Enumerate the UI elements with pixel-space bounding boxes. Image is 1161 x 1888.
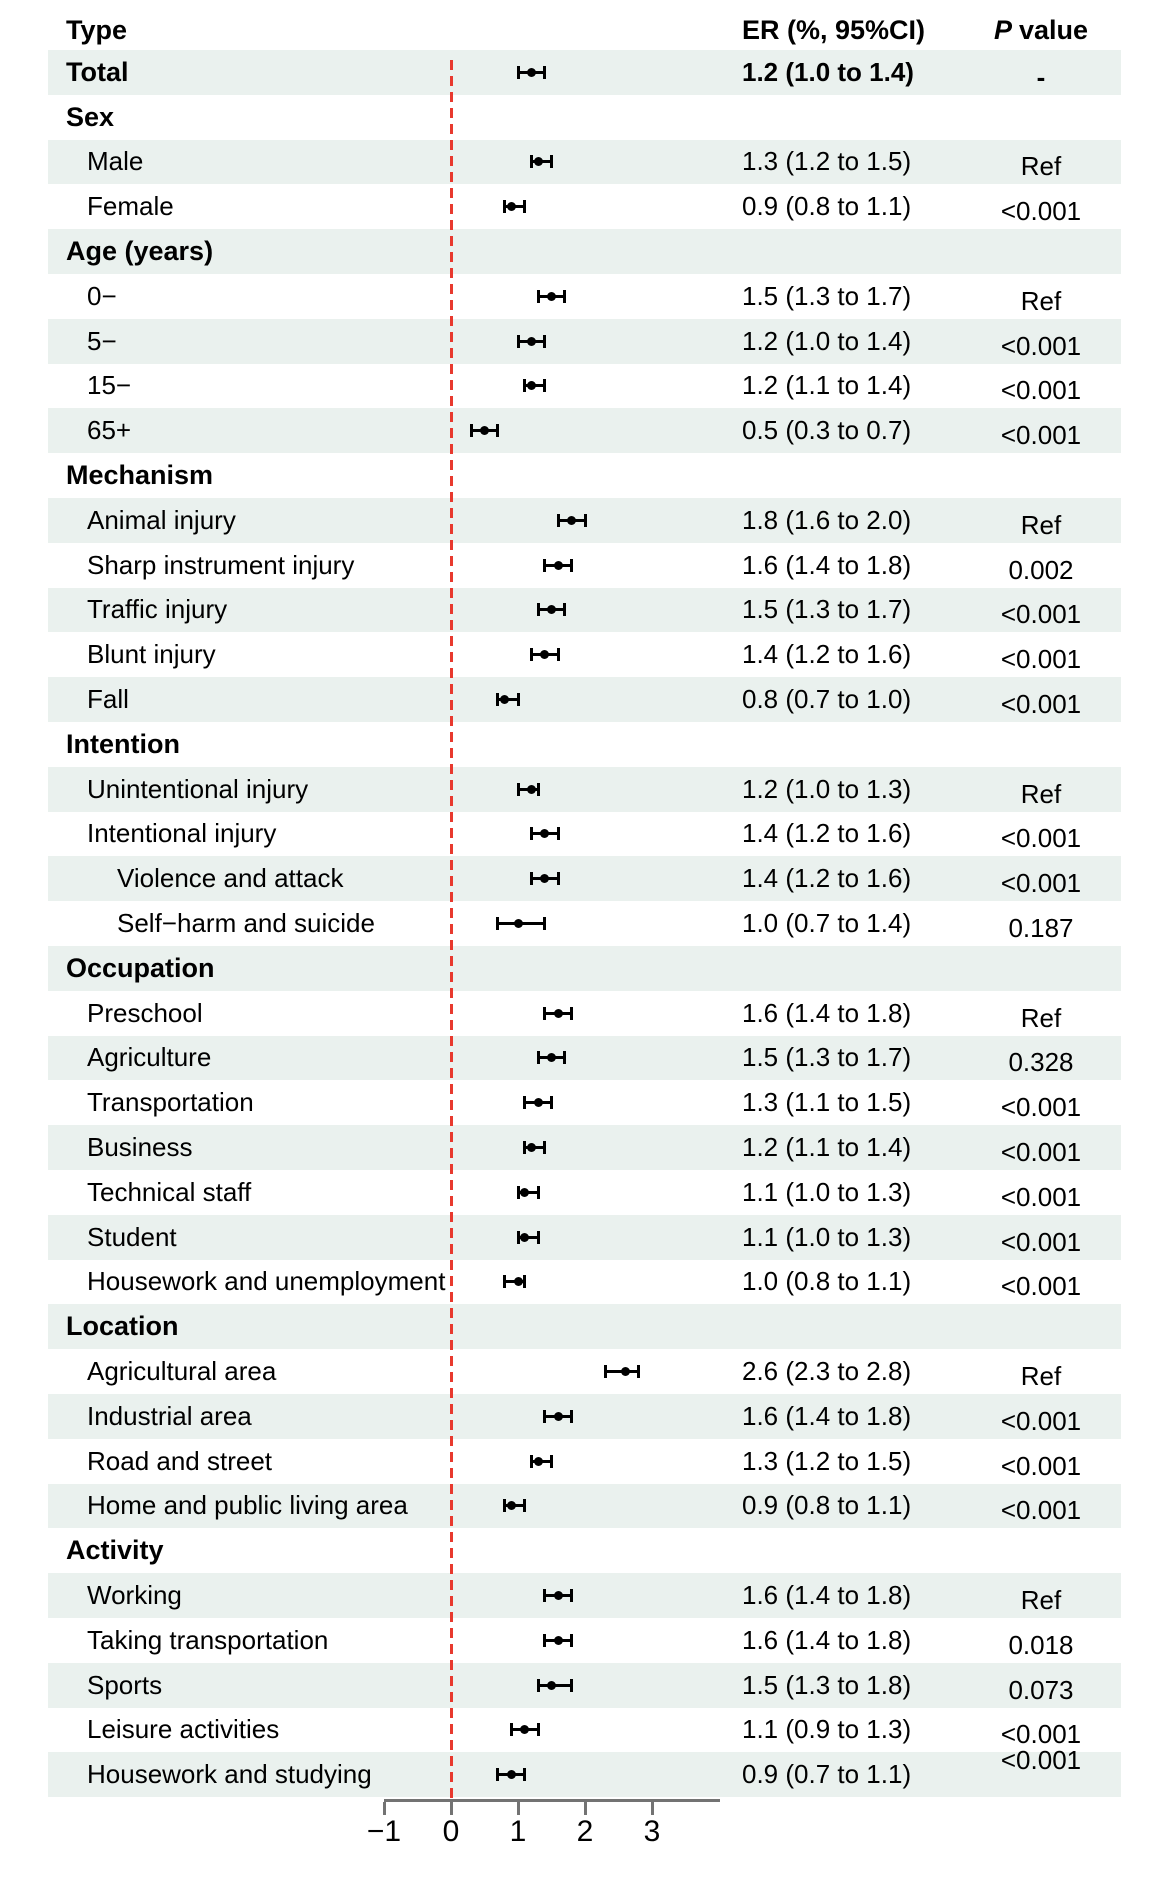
ci-cap-left — [604, 1365, 607, 1378]
p-value: <0.001 — [1000, 689, 1082, 720]
er-value: 1.5 (1.3 to 1.7) — [742, 280, 912, 311]
ci-cap-left — [496, 1768, 499, 1781]
ci-cap-left — [517, 66, 520, 79]
forest-row — [0, 229, 1161, 274]
x-axis-tick-label: 2 — [576, 1815, 594, 1848]
row-label: Industrial area — [87, 1400, 252, 1431]
p-value: Ref — [1020, 509, 1062, 540]
row-label: Intention — [66, 728, 180, 759]
ci-cap-right — [537, 783, 540, 796]
x-axis-tick — [651, 1802, 654, 1815]
er-value: 1.2 (1.0 to 1.4) — [742, 325, 912, 356]
ci-cap-left — [517, 783, 520, 796]
p-value: <0.001 — [1000, 1719, 1082, 1750]
ci-cap-right — [543, 379, 546, 392]
point-estimate — [554, 1591, 563, 1600]
ci-cap-left — [543, 559, 546, 572]
forest-row — [0, 140, 1161, 185]
p-value: - — [1036, 61, 1046, 92]
p-rest: value — [1018, 15, 1089, 45]
er-value: 1.1 (1.0 to 1.3) — [742, 1176, 912, 1207]
x-axis-tick-label: 3 — [643, 1815, 661, 1848]
ci-cap-left — [517, 1231, 520, 1244]
ci-cap-right — [563, 603, 566, 616]
forest-row — [0, 1573, 1161, 1618]
row-label: Sharp instrument injury — [87, 549, 355, 580]
ci-cap-right — [550, 1455, 553, 1468]
ci-cap-left — [517, 1186, 520, 1199]
row-label: Business — [87, 1132, 193, 1163]
ci-cap-left — [503, 1499, 506, 1512]
row-label: Activity — [66, 1535, 164, 1566]
p-value: Ref — [1020, 285, 1062, 316]
ci-cap-right — [537, 1186, 540, 1199]
column-header-er: ER (%, 95%CI) — [742, 15, 926, 45]
p-value: <0.001 — [1000, 599, 1082, 630]
forest-row — [0, 1745, 1161, 1797]
ci-cap-left — [543, 1589, 546, 1602]
forest-row — [0, 812, 1161, 857]
row-label: Taking transportation — [87, 1624, 329, 1655]
forest-row — [0, 319, 1161, 364]
p-value: <0.001 — [1000, 375, 1082, 406]
point-estimate — [534, 1457, 543, 1466]
p-value: <0.001 — [1000, 823, 1082, 854]
p-value: Ref — [1020, 1585, 1062, 1616]
er-value: 1.2 (1.1 to 1.4) — [742, 370, 912, 401]
row-label: Unintentional injury — [87, 773, 309, 804]
p-value: <0.001 — [1000, 1495, 1082, 1526]
point-estimate — [554, 1009, 563, 1018]
forest-row — [0, 632, 1161, 677]
point-estimate — [540, 829, 549, 838]
forest-row — [0, 722, 1161, 767]
ci-cap-left — [496, 693, 499, 706]
ci-cap-left — [543, 1634, 546, 1647]
p-value: <0.001 — [1000, 1405, 1082, 1436]
ci-cap-right — [523, 1768, 526, 1781]
row-label: Leisure activities — [87, 1714, 280, 1745]
p-value: <0.001 — [1000, 1137, 1082, 1168]
row-label: Total — [66, 56, 129, 87]
x-axis-tick — [383, 1802, 386, 1815]
p-value: 0.073 — [1008, 1674, 1074, 1705]
ci-cap-left — [503, 1275, 506, 1288]
er-value: 1.1 (1.0 to 1.3) — [742, 1221, 912, 1252]
ci-cap-left — [470, 424, 473, 437]
p-italic: P — [993, 15, 1012, 45]
er-value: 1.5 (1.3 to 1.8) — [742, 1669, 912, 1700]
ci-cap-right — [543, 1141, 546, 1154]
row-label: Age (years) — [66, 236, 214, 267]
point-estimate — [534, 1098, 543, 1107]
forest-row — [0, 1528, 1161, 1573]
row-label: Blunt injury — [87, 639, 216, 670]
ci-cap-left — [496, 917, 499, 930]
p-value: <0.001 — [1000, 1745, 1082, 1776]
ci-cap-right — [563, 1051, 566, 1064]
row-label: Agriculture — [87, 1042, 212, 1073]
ci-cap-left — [557, 514, 560, 527]
p-value: <0.001 — [1000, 1181, 1082, 1212]
point-estimate — [527, 1143, 536, 1152]
p-value: <0.001 — [1000, 644, 1082, 675]
ci-cap-right — [570, 1589, 573, 1602]
column-header-pvalue — [941, 13, 1141, 47]
point-estimate — [554, 561, 563, 570]
p-value: <0.001 — [1000, 1450, 1082, 1481]
x-axis-line — [384, 1799, 720, 1802]
point-estimate — [527, 785, 536, 794]
er-value: 1.4 (1.2 to 1.6) — [742, 863, 912, 894]
column-header-type: Type — [66, 15, 128, 45]
er-value: 0.9 (0.8 to 1.1) — [742, 191, 912, 222]
er-value: 1.5 (1.3 to 1.7) — [742, 594, 912, 625]
forest-row — [0, 95, 1161, 140]
ci-cap-left — [537, 290, 540, 303]
forest-row — [0, 543, 1161, 588]
point-estimate — [527, 68, 536, 77]
row-label: Technical staff — [87, 1176, 252, 1207]
forest-row — [0, 1484, 1161, 1529]
ci-cap-right — [570, 1679, 573, 1692]
ci-cap-left — [523, 1096, 526, 1109]
p-value: <0.001 — [1000, 196, 1082, 227]
point-estimate — [567, 516, 576, 525]
forest-row — [0, 364, 1161, 409]
p-value: 0.018 — [1008, 1629, 1074, 1660]
er-value: 0.9 (0.8 to 1.1) — [742, 1490, 912, 1521]
row-label: Traffic injury — [87, 594, 228, 625]
x-axis-tick — [584, 1802, 587, 1815]
er-value: 1.3 (1.2 to 1.5) — [742, 146, 912, 177]
ci-cap-right — [570, 559, 573, 572]
er-value: 1.2 (1.0 to 1.3) — [742, 773, 912, 804]
x-axis-tick-label: 1 — [509, 1815, 527, 1848]
row-label: Transportation — [87, 1087, 254, 1118]
er-value: 0.9 (0.7 to 1.1) — [742, 1759, 912, 1790]
row-label: Road and street — [87, 1445, 273, 1476]
point-estimate — [554, 1412, 563, 1421]
forest-row — [0, 1394, 1161, 1439]
ci-cap-right — [584, 514, 587, 527]
row-label: Sports — [87, 1669, 163, 1700]
forest-row — [0, 1170, 1161, 1215]
ci-cap-left — [543, 1007, 546, 1020]
forest-row — [0, 184, 1161, 229]
row-label: Housework and studying — [87, 1759, 372, 1790]
forest-row — [0, 767, 1161, 812]
ci-cap-right — [557, 648, 560, 661]
row-label: Sex — [66, 101, 115, 132]
forest-row — [0, 1125, 1161, 1170]
p-value: Ref — [1020, 151, 1062, 182]
ci-cap-right — [637, 1365, 640, 1378]
x-axis-tick-label: −1 — [366, 1815, 402, 1848]
er-value: 1.5 (1.3 to 1.7) — [742, 1042, 912, 1073]
ci-cap-left — [530, 827, 533, 840]
point-estimate — [520, 1233, 529, 1242]
forest-row — [0, 991, 1161, 1036]
row-label: Working — [87, 1580, 182, 1611]
ci-cap-right — [570, 1007, 573, 1020]
row-label: Female — [87, 191, 174, 222]
er-value: 1.2 (1.1 to 1.4) — [742, 1132, 912, 1163]
row-label: 5− — [87, 325, 117, 356]
ci-cap-left — [530, 1455, 533, 1468]
ci-cap-right — [543, 335, 546, 348]
forest-row — [0, 50, 1161, 95]
ci-cap-right — [557, 827, 560, 840]
row-label: Male — [87, 146, 144, 177]
row-label: Preschool — [87, 997, 203, 1028]
ci-cap-right — [570, 1410, 573, 1423]
er-value: 1.0 (0.7 to 1.4) — [742, 908, 912, 939]
point-estimate — [520, 1188, 529, 1197]
row-label: 15− — [87, 370, 132, 401]
p-value: <0.001 — [1000, 1271, 1082, 1302]
row-label: Fall — [87, 684, 129, 715]
row-label: 65+ — [87, 415, 132, 446]
er-value: 1.6 (1.4 to 1.8) — [742, 997, 912, 1028]
forest-row — [0, 274, 1161, 319]
forest-row — [0, 1439, 1161, 1484]
point-estimate — [514, 1277, 523, 1286]
ci-cap-right — [537, 1231, 540, 1244]
ci-cap-left — [517, 335, 520, 348]
p-value: <0.001 — [1000, 1226, 1082, 1257]
forest-row — [0, 856, 1161, 901]
ci-cap-right — [550, 1096, 553, 1109]
reference-line — [450, 60, 453, 1799]
er-value: 0.5 (0.3 to 0.7) — [742, 415, 912, 446]
er-value: 2.6 (2.3 to 2.8) — [742, 1356, 912, 1387]
ci-cap-right — [496, 424, 499, 437]
point-estimate — [527, 337, 536, 346]
forest-row — [0, 1618, 1161, 1663]
er-value: 1.1 (0.9 to 1.3) — [742, 1714, 912, 1745]
p-value: <0.001 — [1000, 420, 1082, 451]
ci-cap-right — [543, 66, 546, 79]
ci-cap-left — [537, 1051, 540, 1064]
forest-row — [0, 1080, 1161, 1125]
ci-cap-left — [503, 200, 506, 213]
ci-cap-right — [570, 1634, 573, 1647]
point-estimate — [507, 202, 516, 211]
row-label: Location — [66, 1311, 179, 1342]
row-label: Housework and unemployment — [87, 1266, 446, 1297]
er-value: 1.6 (1.4 to 1.8) — [742, 1624, 912, 1655]
point-estimate — [547, 1681, 556, 1690]
ci-cap-left — [523, 379, 526, 392]
point-estimate — [554, 1636, 563, 1645]
ci-cap-left — [543, 1410, 546, 1423]
ci-cap-right — [523, 1275, 526, 1288]
er-value: 1.6 (1.4 to 1.8) — [742, 1580, 912, 1611]
p-value: <0.001 — [1000, 330, 1082, 361]
forest-row — [0, 1663, 1161, 1708]
er-value: 1.0 (0.8 to 1.1) — [742, 1266, 912, 1297]
row-label: Self−harm and suicide — [117, 908, 375, 939]
x-axis-tick — [450, 1802, 453, 1815]
x-axis-tick-label: 0 — [442, 1815, 460, 1848]
ci-cap-left — [523, 1141, 526, 1154]
er-value: 1.4 (1.2 to 1.6) — [742, 818, 912, 849]
forest-row — [0, 1036, 1161, 1081]
ci-cap-left — [537, 603, 540, 616]
ci-cap-left — [510, 1723, 513, 1736]
p-value: 0.328 — [1008, 1047, 1074, 1078]
point-estimate — [520, 1725, 529, 1734]
point-estimate — [540, 650, 549, 659]
row-label: Violence and attack — [117, 863, 344, 894]
ci-cap-right — [550, 155, 553, 168]
p-value: <0.001 — [1000, 1092, 1082, 1123]
forest-row — [0, 498, 1161, 543]
row-label: Intentional injury — [87, 818, 277, 849]
point-estimate — [547, 292, 556, 301]
row-band — [48, 1304, 1121, 1349]
p-value: Ref — [1020, 778, 1062, 809]
er-value: 1.6 (1.4 to 1.8) — [742, 1400, 912, 1431]
ci-cap-left — [537, 1679, 540, 1692]
p-value: 0.002 — [1008, 554, 1074, 585]
row-label: Student — [87, 1221, 177, 1252]
ci-cap-right — [537, 1723, 540, 1736]
forest-row — [0, 677, 1161, 722]
forest-row — [0, 901, 1161, 946]
row-label: Mechanism — [66, 460, 214, 491]
forest-row — [0, 453, 1161, 498]
ci-cap-left — [530, 872, 533, 885]
p-value: Ref — [1020, 1361, 1062, 1392]
point-estimate — [621, 1367, 630, 1376]
er-value: 1.4 (1.2 to 1.6) — [742, 639, 912, 670]
ci-cap-right — [523, 200, 526, 213]
point-estimate — [527, 381, 536, 390]
forest-row — [0, 408, 1161, 453]
er-value: 1.6 (1.4 to 1.8) — [742, 549, 912, 580]
row-label: Animal injury — [87, 504, 236, 535]
er-value: 1.8 (1.6 to 2.0) — [742, 504, 912, 535]
point-estimate — [514, 919, 523, 928]
forest-row — [0, 1215, 1161, 1260]
ci-cap-right — [557, 872, 560, 885]
ci-cap-right — [523, 1499, 526, 1512]
forest-row — [0, 1260, 1161, 1305]
p-value: Ref — [1020, 1002, 1062, 1033]
er-value: 1.3 (1.1 to 1.5) — [742, 1087, 912, 1118]
er-value: 1.3 (1.2 to 1.5) — [742, 1445, 912, 1476]
er-value: 0.8 (0.7 to 1.0) — [742, 684, 912, 715]
forest-row — [0, 1349, 1161, 1394]
row-label: 0− — [87, 280, 117, 311]
row-label: Home and public living area — [87, 1490, 408, 1521]
ci-cap-right — [517, 693, 520, 706]
forest-row — [0, 588, 1161, 633]
p-value: 0.187 — [1008, 913, 1074, 944]
er-value: 1.2 (1.0 to 1.4) — [742, 56, 914, 87]
ci-cap-right — [563, 290, 566, 303]
ci-cap-left — [530, 648, 533, 661]
row-label: Agricultural area — [87, 1356, 277, 1387]
ci-cap-left — [530, 155, 533, 168]
x-axis-tick — [517, 1802, 520, 1815]
p-value: <0.001 — [1000, 868, 1082, 899]
row-label: Occupation — [66, 952, 215, 983]
ci-cap-right — [543, 917, 546, 930]
forest-row — [0, 946, 1161, 991]
forest-row — [0, 1304, 1161, 1349]
